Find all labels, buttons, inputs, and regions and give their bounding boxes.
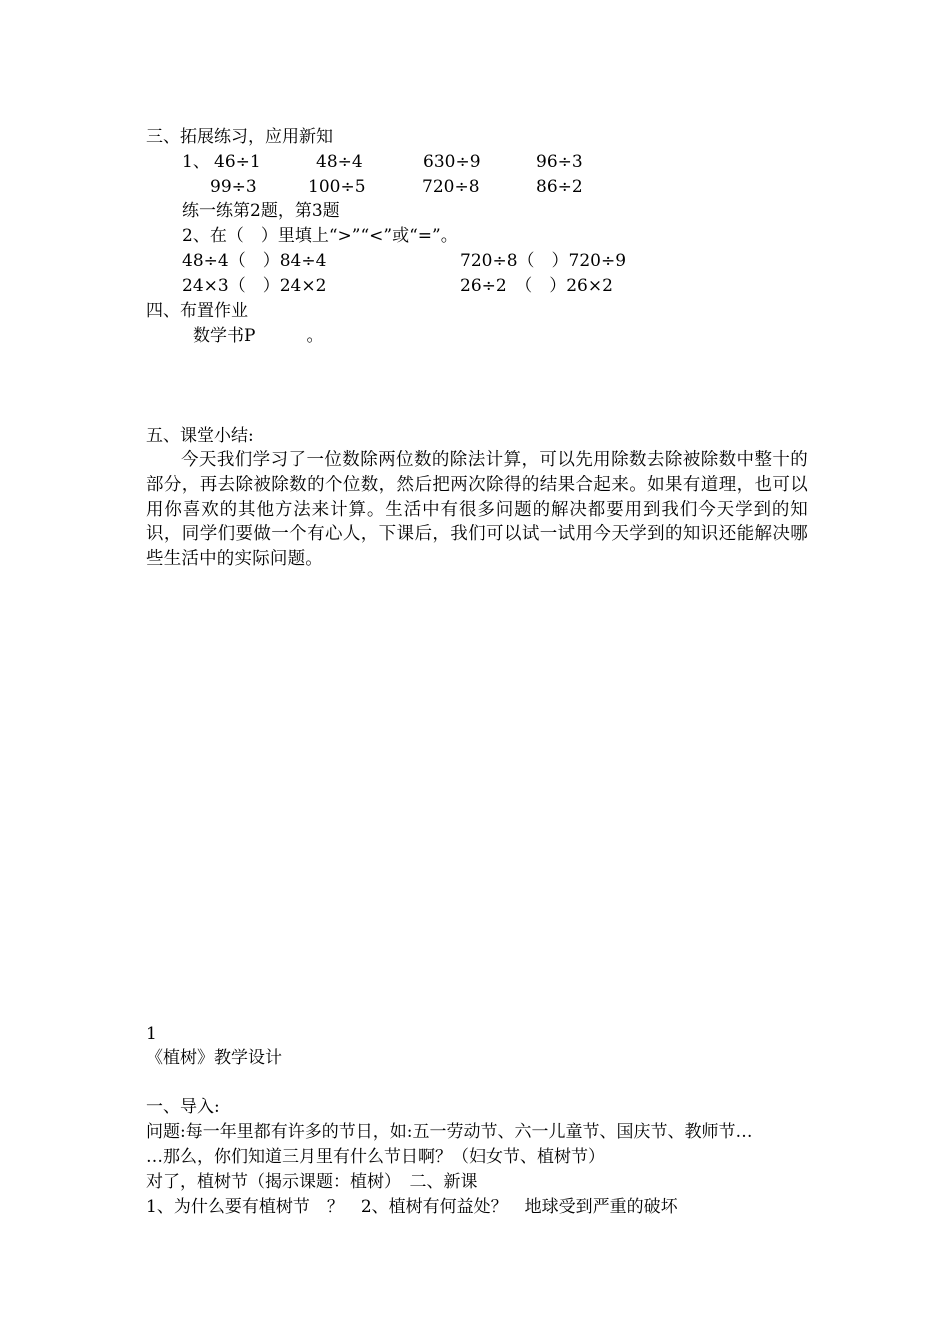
section3-heading: 三、拓展练习，应用新知: [146, 127, 333, 147]
lesson-title: 《植树》教学设计: [146, 1048, 282, 1068]
exercise-row2-3: 720÷8: [422, 177, 480, 197]
compare-instruction: 2、在（ ）里填上“>”“<”或“=”。: [182, 226, 458, 246]
exercise-row2-2: 100÷5: [308, 177, 366, 197]
intro-line-2: …那么，你们知道三月里有什么节日啊？（妇女节、植树节）: [146, 1147, 605, 1167]
exercise-row2-1: 99÷3: [210, 177, 257, 197]
item1-label: 1、: [182, 152, 210, 172]
exercise-row1-1: 46÷1: [214, 152, 261, 172]
exercise-row1-3: 630÷9: [423, 152, 481, 172]
intro-line-3: 对了，植树节（揭示课题：植树） 二、新课: [146, 1172, 478, 1192]
section4-heading: 四、布置作业: [146, 301, 248, 321]
intro-line-4: 1、为什么要有植树节 ？ 2、植树有何益处？ 地球受到严重的破坏: [146, 1197, 678, 1217]
intro-heading: 一、导入:: [146, 1097, 220, 1117]
homework-text: 数学书P 。: [193, 326, 324, 346]
compare-left-1: 48÷4（ ）84÷4: [182, 251, 327, 271]
compare-right-1: 720÷8（ ）720÷9: [460, 251, 627, 271]
practice-note: 练一练第2题，第3题: [182, 201, 340, 221]
intro-line-1: 问题:每一年里都有许多的节日，如:五一劳动节、六一儿童节、国庆节、教师节…: [146, 1122, 753, 1142]
compare-right-2: 26÷2 （ ）26×2: [460, 276, 613, 296]
page-number: 1: [146, 1024, 157, 1044]
summary-paragraph: 今天我们学习了一位数除两位数的除法计算，可以先用除数去除被除数中整十的部分，再去除被除数的个位数，然后把两次除得的结果合起来。如果有道理，也可以用你喜欢的其他方法来计算。生活中有很多问题的解决都要用到我们今天学到的知识，同学们要做一个有心人，下课后，我们可以试一试用今天学到的知识还能解决哪些生活中的实际问题。: [146, 450, 808, 570]
section5-heading: 五、课堂小结:: [146, 426, 254, 446]
compare-left-2: 24×3（ ）24×2: [182, 276, 327, 296]
exercise-row1-4: 96÷3: [536, 152, 583, 172]
exercise-row2-4: 86÷2: [536, 177, 583, 197]
exercise-row1-2: 48÷4: [316, 152, 363, 172]
